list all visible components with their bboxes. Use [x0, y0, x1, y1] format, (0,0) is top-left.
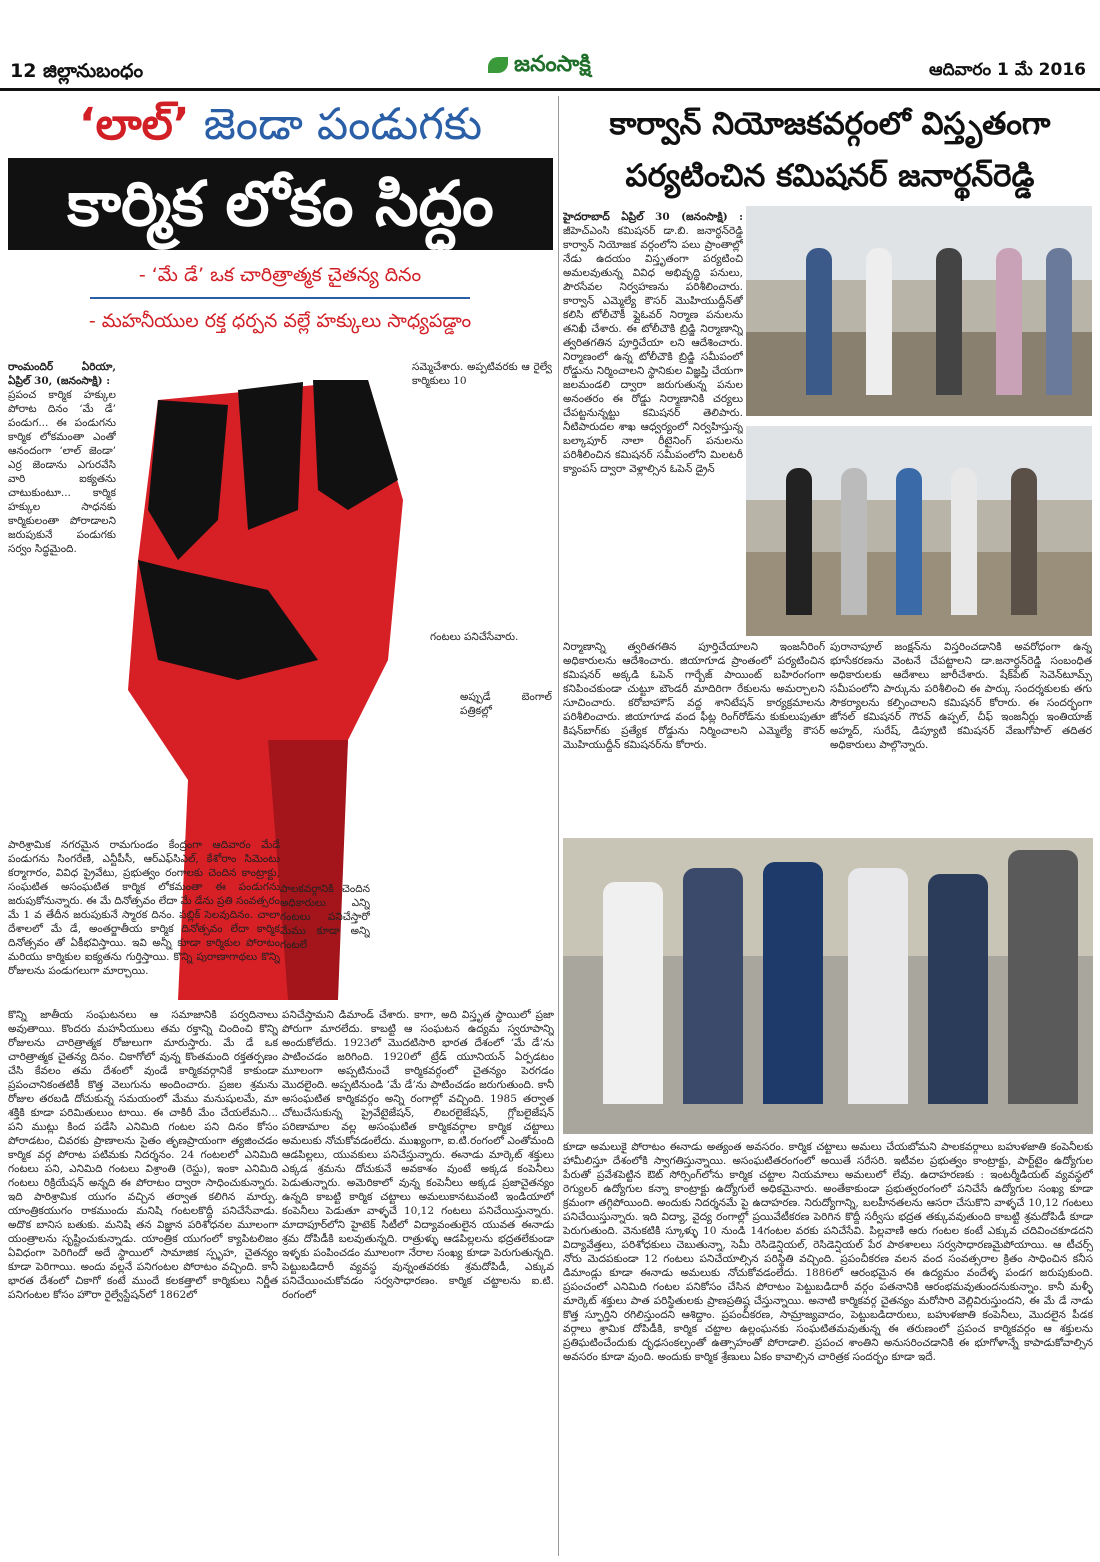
newspaper-logo	[488, 52, 591, 82]
bottom-story-text: కూడా అమలుకై పోరాటం ఈనాడు అత్యంత అవసరం. కార్మిక చట్టాలు అమలు చేయబోమని పాలకవర్గాలు బహుళజాతి కంపెనీలకు హామీలిస్తూ దేశంలోకి స్వాగతిస్తున్నాయి. అసంఘటితరంగంలో అయితే సరేసరి. ఇటీవల ప్రభుత్వం కాంట్రాక్టు, పార్ట్‌టైం ఉద్యోగుల పేరుతో ప్రవేశపెట్టిన ఔట్ సోర్సింగ్‌లోను కార్మిక చట్టాల నియమాలు అమలులో లేవు. ఉదాహరణకు : ఇంటర్మీడియట్ వ్యవస్థలో రెగ్యులర్ ఉద్యోగుల కన్నా కాంట్రాక్టు ఉద్యోగులే అధికమైనారు. అంతేకాకుండా ప్రభుత్వరంగంలో పనిచేసే ఉద్యోగుల సంఖ్య కూడా క్రమంగా తగ్గిపోయింది. అందుకు నిదర్శనమే పై ఉదాహరణ. నిరుద్యోగాన్ని, బలహీనతలను ఆసరా చేసుకొని వాళ్ళచే 10,12 గంటలు పనిచేయిస్తున్నారు. ఇది విద్యా, వైద్య రంగాల్లో ప్రయివేటీకరణ పెరిగిన కొద్దీ సర్వీసు భద్రత తక్కువవుతుంది కాబట్టి శ్రమదోపిడీ కూడా పెరుగుతుంది. వెనుకటికి స్కూళ్ళు 10 నుండి 14గంటల వరకు పనిచేసేవి. పిల్లవాణి ఆరు గంటల కంటే ఎక్కువ చదివించకూడదని విద్యావేత్తలు, పరిశోధకులు చెబుతున్నా, సెమీ రెసిడెన్షియల్, రెసిడెన్షియల్ పేర పాఠశాలలు సర్వసాధారణమైపోయాయి. ఆ టీచర్స్ నోరు మెదపకుండా 12 గంటలు పనిచేయాల్సిన పరిస్థితి వచ్చింది. ప్రపంచీకరణ వలన వంద సంవత్సరాల క్రితం సాధించిన కనీస డిమాండ్లు కూడా ఈనాడు అమలుకు నోచుకోవడంలేదు. 1886లో ఆరంభమైన ఈ ఉద్యమం వందేళ్ళ పండగ జరుపుకుంది. ప్రపంచంలో ఎనిమిది గంటల పనికోసం చేసిన పోరాటం పెట్టుబడిదారీ వర్గం పతనానికి ఆరంభమవుతుందనుకున్నాం. కానీ మళ్ళీ మార్కెట్ శక్తులు పాత పరిస్థితులకు ప్రాణప్రతిష్ఠ చేస్తున్నాయి. అనాటి కార్మికవర్గ చైతన్యం మరోసారి వెల్లివిరుస్తుందని, ఈ మే డే నాడు కొత్త స్ఫూర్తిని రగిలిస్తుందని ఆశిద్దాం. ప్రపంచీకరణ, సామ్రాజ్యవాదం, పెట్టుబడిదారులు, బహుళజాతి కంపెనీలు, మొదలైన పీడక వర్గాలు శ్రామిక దోపిడీకి, కార్మిక చట్టాల ఉల్లంఘనకు సంఘటితమవుతున్న ఈ తరుణంలో ప్రపంచ కార్మికవర్గం ఆ శక్తులను ప్రతిఘటించేందుకు దృఢసంకల్పంతో ఉత్సాహంతో పోరాడాలి. ప్రపంచ శాంతిని అనుసరించడానికి ఈ భూగోళాన్నే కాపాడుకోవాల్సిన అవసరం కూడా వుంది. అందుకు కార్మిక శ్రేణులు ఏకం కావాల్సిన చారిత్రక సందర్భం కూడా ఇదే.	[563, 1141, 1093, 1363]
right-wide-2: పురానాపూల్ జంక్షన్‌ను విస్తరించడానికి అవరోధంగా ఉన్న భూసేకరణను వెంటనే చేపట్టాలని డా.జనార్ధన్‌రెడ్డి సంబంధిత అధికారులకు ఆదేశాలు జారీచేశారు. షేక్‌పేట్ సెవెన్‌టూమ్స్ సమీపంలోని పార్కును పరిశీలించి ఈ పార్కు సందర్శకులకు తగు సౌకర్యాలను కల్పించాలని కమిషనర్ కోరారు. ఈ సందర్భంగా జోనల్ కమిషనర్ గౌరవ్ ఉప్పల్, చీఫ్ ఇంజనీర్లు ఇంతియాజ్ అహ్మద్, సురేష్, డిప్యూటి కమిషనర్ వేణుగోపాల్ తదితర అధికారులు పాల్గొన్నారు.	[830, 641, 1092, 751]
logo-text: జనంసాక్షి	[514, 52, 591, 77]
left-column-narrow	[8, 360, 116, 840]
right-col-text: జీహెచ్ఎంసి కమిషనర్ డా.బి. జనార్ధన్‌రెడ్డి కార్వాన్ నియోజక వర్గంలోని పలు ప్రాంతాల్లో నేడు ఉదయం విస్తృతంగా పర్యటించి అమలవుతున్న వివిధ అభివృద్ధి పనులు, పౌరసేవల నిర్వహణను పరిశీలించారు. కార్వాన్ ఎమ్మెల్యే కౌసర్ మొహియుద్దీన్‌తో కలిసి టోలీచౌకీ ఫ్లైఓవర్ నిర్మాణ పనులను తనిఖీ చేశారు. ఈ టోలీచౌకి బ్రిడ్జి నిర్మాణాన్ని త్వరితగతిన పూర్తిచేయా లని ఆదేశించారు. నిర్మాణంలో ఉన్న టోలీచౌకి బ్రిడ్జి సమీపంలో రోడ్డును నిర్మించాలని స్థానికుల విజ్ఞప్తి చేయగా జలమండలి ద్వారా జరుగుతున్న పనుల అనంతరం ఈ రోడ్డు నిర్మాణానికి చర్యలు చేపట్టనున్నట్టు కమిషనర్ తెలిపారు. నీటిపారుదల శాఖ ఆధ్వర్యంలో నిర్వహిస్తున్న బల్కాపూర్ నాలా రీటైనింగ్ పనులను పరిశీలించిన కమిషనర్ సమీపంలోని మిలటరీ క్యాంపస్ ద్వారా వెళ్లాల్సిన ఓపెన్ డ్రైన్	[563, 225, 743, 475]
page-label: 12 జిల్లానుబంధం	[10, 60, 144, 82]
masthead-rule	[0, 88, 1100, 91]
left-body-wide-1: పారిశ్రామిక నగరమైన రామగుండం కేంద్రంగా ఆదివారం మేడే పండుగను సింగరేణి, ఎన్టీపీసీ, ఆర్‌ఎఫ్‌సిఎల్, కేశోరాం సిమెంటు కర్మాగారం, వివిధ ప్రైవేటు, ప్రభుత్వం రంగాలకు చెందిన కాంట్రాక్టు, సంఘటిత అసంఘటిత కార్మిక లోకమంతా ఈ పండుగను జరుపుకోనున్నారు. ఈ మే దినోత్సవం లేదా మే డేను ప్రతి సంవత్సరం మే 1 వ తేదీన జరుపుకునే స్మారక దినం. పబ్లిక్ సెలవుదినం. చాలా దేశాలలో మే డే, అంతర్జాతీయ కార్మిక దినోత్సవం లేదా కార్మిక దినోత్సవం తో ఏకీభవిస్తాయి. ఇవి అన్నీ కూడా కార్మికుల పోరాటం మరియు కార్మికుల ఐక్యతను గుర్తిస్తాయి. కొన్ని పురాణాగాథలు కొన్ని రోజులను పండుగలుగా మార్చాయి.	[8, 839, 280, 977]
subhead-martyrs: - మహనీయుల రక్త ధర్పన వల్లే హక్కులు సాధ్యపడ్డాం	[88, 310, 472, 332]
right-column-1	[563, 210, 743, 670]
left-column-right-mid2: అప్పుడే బెంగాల్ పత్రికల్లో	[460, 691, 552, 717]
left-column-right-top: సమ్మెచేశారు. అప్పటివరకు ఆ రైల్వే కార్మికులు 10	[412, 361, 552, 387]
right-wide-1: నిర్మాణాన్ని త్వరితగతిన పూర్తిచేయాలని ఇంజనీరింగ్ అధికారులను ఆదేశించారు. జియాగూడ ప్రాంతంలో పర్యటించిన కమిషనర్ అక్కడి ఓపెన్ గార్బేజ్ పాయింట్ బహిరంగంగా కనిపించకుండా చుట్టూ బౌండరీ మాదిరిగా రేకులను అమర్చాలని సూచించారు. కరోబాహౌస్ వద్ద శానిటేషన్ కార్యక్రమాలను పరిశీలించారు. జియాగూడ వంద ఫీట్ల రింగ్‌రోడ్‌ను కుకులుపుతూ కిషన్‌బాగ్‌కు ప్రత్యేక రోడ్డును నిర్మించాలని ఎమ్మెల్యే కౌసర్ మొహియుద్దీన్ కమిషనర్‌ను కోరారు.	[563, 641, 825, 751]
leaf-icon	[488, 57, 508, 73]
left-col-text: ప్రపంచ కార్మిక హక్కుల పోరాట దినం ‘మే డే’ పండుగ... ఈ పండుగను కార్మిక లోకమంతా ఎంతో ఆనందంగా ‘లాల్ జెండా’ ఎర్ర జెండాను ఎగురవేసి వారి ఐక్యతను చాటుకుంటూ... కార్మిక హక్కుల సాధనకు కార్మికులంతా పోరాడాలని జరుపుకునే పండుగకు సర్వం సిద్ధమైంది.	[8, 389, 116, 555]
left-headline-top	[8, 96, 553, 154]
issue-date: ఆదివారం 1 మే 2016	[929, 60, 1086, 80]
left-column-right-mid: గంటలు పనిచేసేవారు.	[430, 631, 519, 643]
left-headline-main: కార్మిక లోకం సిద్ధం	[8, 158, 553, 250]
subhead-may-day: - ‘మే డే’ ఒక చారిత్రాత్మక చైతన్య దినం	[90, 264, 470, 299]
photo-commissioner-crowd	[563, 838, 1093, 1134]
left-byline: రాంమందిర్ ఏరియా, ఏప్రిల్ 30, (జనంసాక్షి) :	[8, 361, 116, 387]
masthead	[0, 0, 1100, 88]
photo-site-inspection-1	[746, 206, 1092, 416]
headline-blue-words: జెండా పండుగకు	[203, 99, 483, 150]
left-body-col-b: పనిచేస్తామని డిమాండ్ చేశారు. కాగా, అది విస్తృత స్థాయిలో ప్రజా పోరుగా మారలేదు. కాబట్టి ఆ సంఘటన ఉద్యమ స్వరూపాన్ని అందుకోలేదు. 1923లో మొదటిసారి భారత దేశంలో ‘మే డే’ను పాటించడం జరిగింది. 1920లో ట్రేడ్ యూనియన్ ఏర్పడటం మూలంగా అప్పటినుంచే కార్మికవర్గంలో చైతన్యం పెరగడం మొదలైంది. అప్పటినుండి ‘మే డే’ను పాటించడం జరుగుతుంది. కానీ అసంఘటిత కార్మికవర్గం అన్ని రంగాల్లో వచ్చింది. 1985 తర్వాత చోటుచేసుకున్న ప్రైవేటైజేషన్, లిబరలైజేషన్, గ్లోబలైజేషన్ పరిణామాల వల్ల అసంఘటిత కార్మికవర్గాల కార్మిక చట్టాలు అమలుకు నోచుకోవడంలేదు. ముఖ్యంగా, ఐ.టి.రంగంలో ఎంతోమంది ఆడపిల్లలు, యువకులు పనిచేస్తున్నారు. ఈనాడు మార్కెట్ శక్తులు ఎక్కడ శ్రమను దోచుకునే అవకాశం వుంటే అక్కడ కంపెనీలు పెడుతున్నారు. అమెరికాలో వున్న కంపెనీలు అక్కడ ప్రజాచైతన్యం ఉన్నది కాబట్టి కార్మిక చట్టాలు అమలుకానటువంటి ఇండియాలో కంపెనీలు పెడుతూ వాళ్ళచే 10,12 గంటలు పనిచేయిస్తున్నారు. మాదాపూర్‌లోని హైటెక్ సిటీలో విద్యావంతులైన యువత ఈనాడు శ్రమ దోపిడీకి బలవుతున్నది. రాత్రుళ్ళు ఆడపిల్లలను భద్రతలేకుండా ఇళ్ళకు పంపించడం మూలంగా నేరాల సంఖ్య కూడా పెరుగుతున్నది. పెట్టుబడిదారీ వ్యవస్థ వున్నంతవరకు శ్రమదోపిడీ, ఎక్కువ పనిచేయించుకోవడం సర్వసాధారణం. కార్మిక చట్టాలను ఐ.టి. రంగంలో	[282, 1009, 554, 1301]
photo-site-inspection-2	[746, 426, 1092, 636]
column-divider	[558, 96, 559, 1556]
right-headline-2: పర్యటించిన కమిషనర్ జనార్థన్‌రెడ్డి	[625, 158, 1035, 194]
right-byline: హైదరాబాద్ ఏప్రిల్ 30 (జనంసాక్షి) :	[563, 211, 743, 223]
headline-red-word: ‘లాల్’	[78, 99, 190, 150]
right-headline-1: కార్వాన్ నియోజకవర్గంలో విస్తృతంగా	[609, 106, 1051, 142]
left-column-right-low: పాలకవర్గానికి చెందిన అధికారులు ఎన్ని గంటలు పనిచేస్తారో మేము కూడా అన్ని గంటలే	[280, 883, 370, 951]
left-body-col-a: కొన్ని జాతీయ సంఘటనలు ఆ సమాజానికి పర్వదినాలు అవుతాయి. కొందరు మహనీయులు తమ రక్తాన్ని చిందించి కొన్ని రోజులను చారిత్రాత్మక రోజులుగా మారుస్తారు. మే డే ఒక చారిత్రాత్మక చైతన్య దినం. చికాగోలో వున్న కొంతమంది రక్తతర్పణం చేసి కేవలం తమ దేశంలో వుండే కార్మికవర్గానికే కాకుండా ప్రపంచానికంతటికీ కొత్త వెలుగును అందించారు. ప్రజల శ్రమను రోజుల తరబడి దోచుకున్న సమయంలో మేము మనుషులమే, మా శక్తికి కూడా పరిమితులుం టాయి. ఈ చాకిరీ మేం చేయలేమని... పని ముట్లు కింద పడేసి ఎనిమిది గంటల పని దినం కోసం పోరాడటం, చివరకు ప్రాణాలను సైతం తృణప్రాయంగా త్యజించడం కార్మిక వర్గ పోరాట పటిమకు నిదర్శనం. 24 గంటలలో ఎనిమిది గంటలు పని, ఎనిమిది గంటలు విశ్రాంతి (రెస్టు), ఇంకా ఎనిమిది గంటలు రిక్రియేషన్ అన్నది ఈ పోరాటం ద్వారా సాధించుకున్నారు. ఇది పారిశ్రామిక యుగం వచ్చిన తర్వాత కలిగిన మార్పు. యాంత్రికయుగం రాకముందు మనిషి గంటలకొద్దీ పనిచేసేవాడు. అదొక బానిస బతుకు. మనిషి తన విజ్ఞాన పరిశోధనల మూలంగా యంత్రాలను సృష్టించుకున్నాడు. యాంత్రిక యుగంలో క్యాపిటలిజం ఏవిధంగా పెరిగిందో అదే స్థాయిలో సామాజిక స్పృహ, చైతన్యం కూడా పెరిగాయి. అందు వల్లనే పనిగంటల పోరాటం వచ్చింది. కానీ భారత దేశంలో చికాగో కంటే ముందే కలకత్తాలో కార్మికులు నిర్ణీత పనిగంటల కోసం హౌరా రైల్వేస్టేషన్‌లో 1862లో	[8, 1009, 278, 1301]
